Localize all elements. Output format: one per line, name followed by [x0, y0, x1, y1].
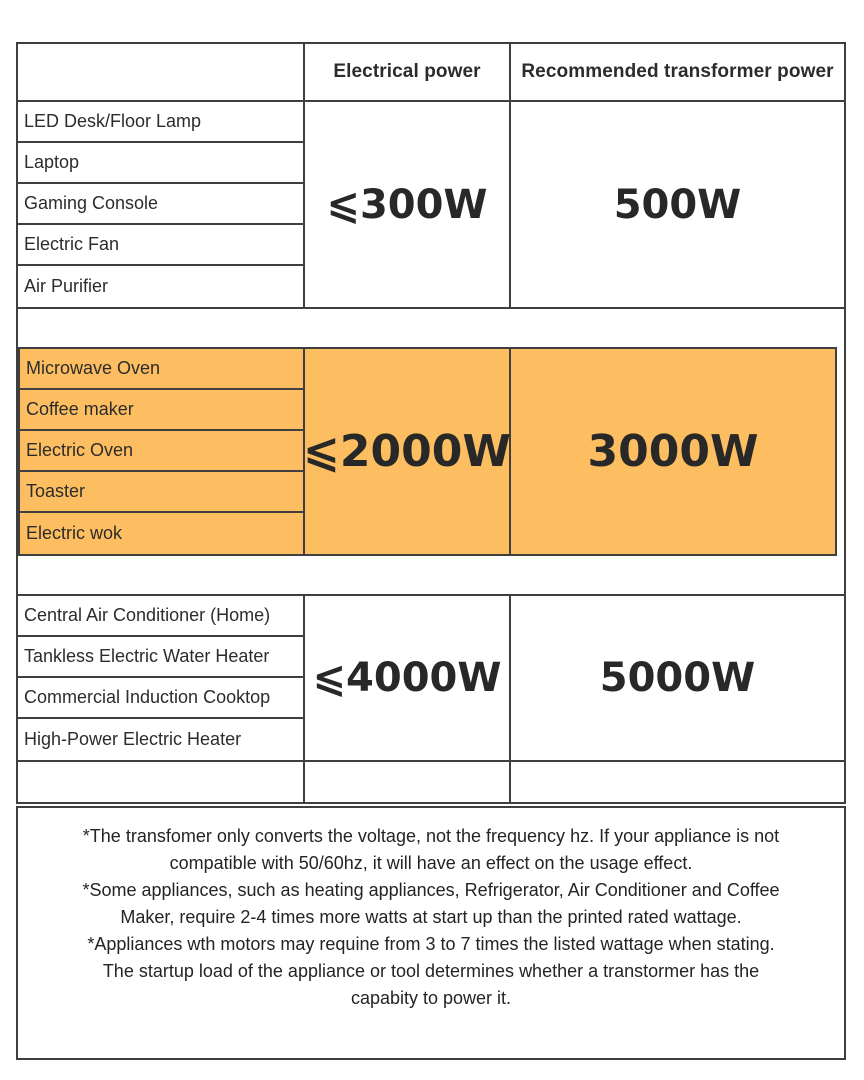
footnote-line: Maker, require 2-4 times more watts at start up than the printed rated wattage. [120, 907, 742, 927]
appliance-cell: LED Desk/Floor Lamp [18, 102, 303, 143]
appliance-list [20, 349, 305, 554]
appliance-cell: Air Purifier [24, 276, 109, 296]
transformer-power-value: 500W [613, 181, 742, 228]
appliance-cell: Electric Fan [18, 225, 303, 266]
footnotes-box [16, 806, 846, 1060]
transformer-power-value: 3000W [587, 426, 759, 477]
appliance-cell: Electric wok [26, 523, 123, 543]
empty-cell [18, 762, 305, 802]
footnote-line: *Some appliances, such as heating appliances, Refrigerator, Air Conditioner and Coffee [82, 880, 780, 900]
footnote-line: *The transfomer only converts the voltage, not the frequency hz. If your appliance is not [82, 826, 780, 846]
electrical-power-value: ⩽2000W [305, 349, 511, 554]
header-electrical-power: Electrical power [305, 44, 511, 100]
empty-cell [305, 762, 511, 802]
appliance-cell: Coffee maker [20, 390, 303, 431]
appliance-cell: Central Air Conditioner (Home) [18, 596, 303, 637]
high-power-group [18, 594, 844, 762]
footnote-line: capabity to power it. [350, 988, 512, 1008]
appliance-cell: Toaster [20, 472, 303, 513]
appliance-cell: Commercial Induction Cooktop [18, 678, 303, 719]
mid-power-group-highlighted [18, 347, 837, 556]
electrical-power-value: ⩽4000W [305, 596, 511, 760]
header-corner-cell [18, 44, 305, 100]
header-transformer-power: Recommended transformer power [521, 61, 834, 82]
appliance-list [18, 596, 305, 760]
footnote-line: *Appliances wth motors may requine from 3 to 7 times the listed wattage when stating. [87, 934, 775, 954]
footnote-line: The startup load of the appliance or tool determines whether a transtormer has the [102, 961, 760, 981]
footnote-line: compatible with 50/60hz, it will have an effect on the usage effect. [169, 853, 693, 873]
appliance-cell: Laptop [18, 143, 303, 184]
transformer-power-value: 5000W [599, 655, 756, 701]
low-power-group [18, 102, 844, 309]
spacer-row [18, 556, 844, 594]
appliance-cell: Gaming Console [18, 184, 303, 225]
table-header-row [18, 44, 844, 102]
spacer-row [18, 309, 844, 347]
appliance-cell: Microwave Oven [20, 349, 303, 390]
appliance-cell: Tankless Electric Water Heater [18, 637, 303, 678]
appliance-list [18, 102, 305, 307]
appliance-cell: Electric Oven [20, 431, 303, 472]
empty-row [18, 762, 844, 802]
empty-cell [511, 762, 844, 802]
appliance-cell: High-Power Electric Heater [24, 729, 242, 749]
electrical-power-value: ⩽300W [305, 102, 511, 307]
power-comparison-table [16, 42, 846, 804]
